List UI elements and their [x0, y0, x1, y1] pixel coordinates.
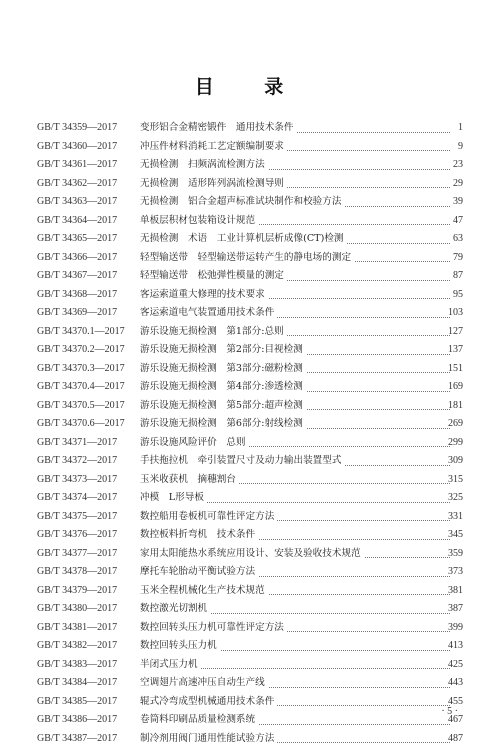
- standard-code: GB/T 34371—2017: [37, 436, 118, 448]
- standard-code: GB/T 34370.2—2017: [37, 344, 125, 355]
- standard-code: GB/T 34381—2017: [37, 621, 118, 633]
- entry-page-number: 413: [448, 640, 463, 651]
- entry-title-wrapper: [140, 526, 450, 545]
- entry-title-wrapper: [140, 582, 450, 601]
- entry-title: 客运索道重大修理的技术要求: [140, 289, 268, 300]
- entry-page-number: 79: [453, 251, 463, 263]
- toc-entry[interactable]: [0, 286, 500, 305]
- standard-code: GB/T 34378—2017: [37, 566, 118, 577]
- entry-title-wrapper: [140, 378, 450, 397]
- standard-code: GB/T 34366—2017: [37, 251, 118, 263]
- entry-page-number: 315: [448, 473, 463, 485]
- toc-entry[interactable]: [0, 175, 500, 194]
- entry-title: 家用太阳能热水系统应用设计、安装及验收技术规范: [140, 548, 364, 559]
- entry-title-wrapper: [140, 434, 450, 453]
- standard-code: GB/T 34382—2017: [37, 640, 118, 651]
- entry-title: 冲压件材料消耗工艺定额编制要求: [140, 141, 287, 152]
- standard-code: GB/T 34370.1—2017: [37, 325, 125, 337]
- standard-code: GB/T 34359—2017: [37, 122, 118, 133]
- entry-page-number: 309: [448, 455, 463, 466]
- entry-title-wrapper: [140, 545, 450, 564]
- entry-page-number: 127: [448, 325, 463, 337]
- entry-page-number: 387: [448, 603, 463, 614]
- standard-code: GB/T 34380—2017: [37, 603, 118, 614]
- entry-title: 数控板料折弯机 技术条件: [140, 529, 258, 540]
- entry-title-wrapper: [140, 619, 450, 638]
- standard-code: GB/T 34386—2017: [37, 714, 118, 725]
- toc-entry[interactable]: [0, 341, 500, 360]
- entry-title: 游乐设施无损检测 第5部分:超声检测: [140, 400, 306, 411]
- entry-page-number: 181: [448, 399, 463, 411]
- entry-title: 数控船用卷板机可靠性评定方法: [140, 511, 277, 522]
- toc-entry[interactable]: [0, 156, 500, 175]
- entry-page-number: 39: [453, 196, 463, 207]
- toc-entry[interactable]: [0, 619, 500, 638]
- entry-title-wrapper: [140, 304, 450, 323]
- entry-title-wrapper: [140, 711, 450, 730]
- standard-code: GB/T 34370.4—2017: [37, 381, 125, 392]
- entry-page-number: 103: [448, 307, 463, 318]
- toc-entry[interactable]: [0, 304, 500, 323]
- standard-code: GB/T 34370.6—2017: [37, 418, 125, 429]
- standard-code: GB/T 34383—2017: [37, 658, 118, 670]
- entry-title-wrapper: [140, 156, 450, 175]
- entry-page-number: 443: [448, 677, 463, 688]
- entry-page-number: 151: [448, 362, 463, 374]
- toc-entry[interactable]: [0, 730, 500, 749]
- entry-title-wrapper: [140, 637, 450, 656]
- entry-page-number: 29: [453, 177, 463, 189]
- entry-title: 游乐设施无损检测 第6部分:射线检测: [140, 418, 306, 429]
- entry-title: 数控回转头压力机可靠性评定方法: [140, 622, 287, 633]
- toc-entry[interactable]: [0, 693, 500, 712]
- page-number-footer: · 5 ·: [441, 706, 458, 717]
- toc-entry[interactable]: [0, 711, 500, 730]
- standard-code: GB/T 34370.3—2017: [37, 362, 125, 374]
- entry-page-number: 137: [448, 344, 463, 355]
- entry-page-number: 487: [448, 732, 463, 744]
- standard-code: GB/T 34375—2017: [37, 510, 118, 522]
- toc-entry[interactable]: [0, 582, 500, 601]
- entry-title-wrapper: [140, 360, 450, 379]
- toc-heading: 目 录: [194, 76, 306, 98]
- entry-title-wrapper: [140, 674, 450, 693]
- entry-title-wrapper: [140, 286, 450, 305]
- entry-page-number: 381: [448, 584, 463, 596]
- entry-page-number: 425: [448, 658, 463, 670]
- entry-title: 变形铝合金精密锻件 通用技术条件: [140, 122, 297, 133]
- standard-code: GB/T 34369—2017: [37, 307, 118, 318]
- entry-title-wrapper: [140, 267, 450, 286]
- standard-code: GB/T 34376—2017: [37, 529, 118, 540]
- entry-title: 单板层积材包装箱设计规范: [140, 215, 258, 226]
- entry-title: 无损检测 适形阵列涡流检测导则: [140, 178, 287, 189]
- entry-page-number: 87: [453, 270, 463, 281]
- entry-title-wrapper: [140, 563, 450, 582]
- toc-entry[interactable]: [0, 656, 500, 675]
- standard-code: GB/T 34372—2017: [37, 455, 118, 466]
- entry-page-number: 345: [448, 529, 463, 540]
- standard-code: GB/T 34374—2017: [37, 492, 118, 503]
- entry-page-number: 169: [448, 381, 463, 392]
- toc-entry[interactable]: [0, 360, 500, 379]
- toc-entry[interactable]: [0, 526, 500, 545]
- toc-entry[interactable]: [0, 397, 500, 416]
- entry-title-wrapper: [140, 175, 450, 194]
- toc-entry[interactable]: [0, 434, 500, 453]
- entry-title-wrapper: [140, 730, 450, 749]
- entry-page-number: 467: [448, 714, 463, 725]
- entry-page-number: 331: [448, 510, 463, 522]
- entry-page-number: 23: [453, 159, 463, 170]
- standard-code: GB/T 34370.5—2017: [37, 399, 125, 411]
- entry-title-wrapper: [140, 193, 450, 212]
- toc-entry[interactable]: [0, 249, 500, 268]
- entry-title-wrapper: [140, 341, 450, 360]
- entry-title-wrapper: [140, 323, 450, 342]
- standard-code: GB/T 34377—2017: [37, 547, 118, 559]
- entry-title: 轻型输送带 松弛弹性模量的测定: [140, 270, 287, 281]
- toc-entry[interactable]: [0, 637, 500, 656]
- entry-title: 游乐设施无损检测 第2部分:目视检测: [140, 344, 306, 355]
- entry-title: 无损检测 扫频涡流检测方法: [140, 159, 268, 170]
- entry-title-wrapper: [140, 600, 450, 619]
- entry-page-number: 269: [448, 418, 463, 429]
- entry-page-number: 455: [448, 695, 463, 707]
- standard-code: GB/T 34363—2017: [37, 196, 118, 207]
- toc-entry[interactable]: [0, 323, 500, 342]
- entry-title-wrapper: [140, 138, 450, 157]
- standard-code: GB/T 34387—2017: [37, 732, 118, 744]
- entry-page-number: 9: [458, 140, 463, 152]
- entry-title-wrapper: [140, 489, 450, 508]
- entry-title: 制冷剂用阀门通用性能试验方法: [140, 733, 277, 744]
- entry-title-wrapper: [140, 397, 450, 416]
- entry-page-number: 299: [448, 436, 463, 448]
- entry-title: 摩托车轮胎动平衡试验方法: [140, 566, 258, 577]
- toc-entry[interactable]: [0, 545, 500, 564]
- entry-title: 手扶拖拉机 牵引装置尺寸及动力输出装置型式: [140, 455, 344, 466]
- standard-code: GB/T 34367—2017: [37, 270, 118, 281]
- entry-title: 游乐设施无损检测 第4部分:渗透检测: [140, 381, 306, 392]
- entry-title-wrapper: [140, 415, 450, 434]
- standard-code: GB/T 34385—2017: [37, 695, 118, 707]
- entry-title: 游乐设施无损检测 第1部分:总则: [140, 326, 287, 337]
- entry-title-wrapper: [140, 119, 450, 138]
- toc-entry[interactable]: [0, 452, 500, 471]
- entry-title-wrapper: [140, 508, 450, 527]
- toc-list: [0, 119, 500, 748]
- entry-title: 游乐设施风险评价 总则: [140, 437, 249, 448]
- toc-entry[interactable]: [0, 563, 500, 582]
- entry-title-wrapper: [140, 656, 450, 675]
- toc-entry[interactable]: [0, 138, 500, 157]
- standard-code: GB/T 34364—2017: [37, 214, 118, 226]
- toc-entry[interactable]: [0, 508, 500, 527]
- entry-title: 无损检测 术语 工业计算机层析成像(CT)检测: [140, 233, 347, 244]
- toc-entry[interactable]: [0, 600, 500, 619]
- entry-title: 数控激光切割机: [140, 603, 210, 614]
- toc-entry[interactable]: [0, 471, 500, 490]
- entry-page-number: 325: [448, 492, 463, 503]
- entry-page-number: 95: [453, 288, 463, 300]
- toc-entry[interactable]: [0, 193, 500, 212]
- entry-title: 玉米全程机械化生产技术规范: [140, 585, 268, 596]
- toc-entry[interactable]: [0, 489, 500, 508]
- standard-code: GB/T 34365—2017: [37, 233, 118, 244]
- entry-title-wrapper: [140, 452, 450, 471]
- entry-title-wrapper: [140, 249, 450, 268]
- standard-code: GB/T 34379—2017: [37, 584, 118, 596]
- toc-entry[interactable]: [0, 378, 500, 397]
- standard-code: GB/T 34384—2017: [37, 677, 118, 688]
- entry-title: 无损检测 铝合金超声标准试块制作和校验方法: [140, 196, 344, 207]
- entry-page-number: 47: [453, 214, 463, 226]
- entry-title: 游乐设施无损检测 第3部分:磁粉检测: [140, 363, 306, 374]
- toc-entry[interactable]: [0, 267, 500, 286]
- entry-page-number: 373: [448, 566, 463, 577]
- standard-code: GB/T 34362—2017: [37, 177, 118, 189]
- entry-page-number: 399: [448, 621, 463, 633]
- toc-entry[interactable]: [0, 119, 500, 138]
- toc-entry[interactable]: [0, 674, 500, 693]
- entry-title: 半闭式压力机: [140, 659, 201, 670]
- toc-entry[interactable]: [0, 212, 500, 231]
- toc-entry[interactable]: [0, 230, 500, 249]
- entry-title: 数控回转头压力机: [140, 640, 220, 651]
- entry-title-wrapper: [140, 212, 450, 231]
- entry-page-number: 1: [458, 122, 463, 133]
- entry-title: 空调翅片高速冲压自动生产线: [140, 677, 268, 688]
- standard-code: GB/T 34373—2017: [37, 473, 118, 485]
- entry-title: 玉米收获机 摘穗割台: [140, 474, 239, 485]
- entry-title: 辊式冷弯成型机械通用技术条件: [140, 696, 277, 707]
- entry-page-number: 63: [453, 233, 463, 244]
- entry-page-number: 359: [448, 547, 463, 559]
- toc-entry[interactable]: [0, 415, 500, 434]
- standard-code: GB/T 34361—2017: [37, 159, 118, 170]
- entry-title-wrapper: [140, 693, 450, 712]
- entry-title: 客运索道电气装置通用技术条件: [140, 307, 277, 318]
- entry-title-wrapper: [140, 471, 450, 490]
- standard-code: GB/T 34368—2017: [37, 288, 118, 300]
- standard-code: GB/T 34360—2017: [37, 140, 118, 152]
- entry-title: 卷筒料印刷品质量检测系统: [140, 714, 258, 725]
- entry-title-wrapper: [140, 230, 450, 249]
- entry-title: 冲模 L形导板: [140, 492, 207, 503]
- entry-title: 轻型输送带 轻型输送带运转产生的静电场的测定: [140, 252, 354, 263]
